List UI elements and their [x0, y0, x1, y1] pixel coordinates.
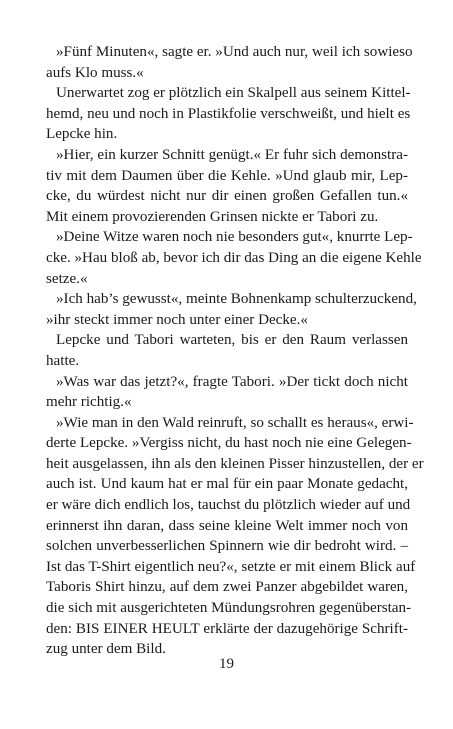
text-line: zug unter dem Bild.: [46, 641, 166, 658]
text-line: »Was war das jetzt?«, fragte Tabori. »Der tickt doch nicht: [56, 373, 408, 390]
text-line: Ist das T-Shirt eigentlich neu?«, setzte er mit einem Blick auf: [46, 558, 416, 575]
text-line: setze.«: [46, 270, 88, 287]
text-line: erinnerst ihn daran, dass seine kleine Welt immer noch von: [46, 517, 408, 534]
text-line: Unerwartet zog er plötzlich ein Skalpell aus seinem Kittel-: [56, 85, 411, 102]
text-line: cke, du würdest nicht nur dir einen großen Gefallen tun.«: [46, 188, 408, 205]
text-line: Mit einem provozierenden Grinsen nickte er Tabori zu.: [46, 208, 379, 225]
text-line: er wäre dich endlich los, tauchst du plötzlich wieder auf und: [46, 497, 411, 514]
text-line: »Hier, ein kurzer Schnitt genügt.« Er fuhr sich demonstra-: [56, 146, 408, 163]
text-line: tiv mit dem Daumen über die Kehle. »Und glaub mir, Lep-: [46, 167, 408, 184]
text-line: aufs Klo muss.«: [46, 64, 144, 81]
text-line: heit ausgelassen, ihn als den kleinen Pisser hinzustellen, der er: [46, 455, 424, 472]
text-line: »Wie man in den Wald reinruft, so schallt es heraus«, erwi-: [56, 414, 414, 431]
text-line: Lepcke hin.: [46, 126, 118, 143]
text-line: derte Lepcke. »Vergiss nicht, du hast noch nie eine Gelegen-: [46, 435, 412, 452]
text-line: »Ich hab’s gewusst«, meinte Bohnenkamp schulterzuckend,: [56, 291, 417, 308]
text-line: cke. »Hau bloß ab, bevor ich dir das Ding an die eigene Kehle: [46, 249, 422, 266]
text-line: den: BIS EINER HEULT erklärte der dazugehörige Schrift-: [46, 620, 408, 637]
text-line: »ihr steckt immer noch unter einer Decke.«: [46, 311, 308, 328]
text-line: »Fünf Minuten«, sagte er. »Und auch nur, weil ich sowieso: [56, 44, 413, 60]
text-line: solchen unverbesserlichen Spinnern wie dir bedroht wird. –: [46, 538, 408, 555]
text-line: Taboris Shirt hinzu, auf dem zwei Panzer abgebildet waren,: [46, 579, 408, 596]
text-line: hatte.: [46, 352, 80, 369]
text-line: Lepcke und Tabori warteten, bis er den Raum verlassen: [56, 332, 408, 349]
text-line: mehr richtig.«: [46, 394, 132, 411]
text-line: hemd, neu und noch in Plastikfolie verschweißt, und hielt es: [46, 105, 411, 122]
text-line: auch ist. Und kaum hat er mal für ein paar Monate gedacht,: [46, 476, 408, 493]
body-text: [46, 42, 424, 660]
text-line: »Deine Witze waren noch nie besonders gut«, knurrte Lep-: [56, 229, 413, 246]
text-line: die sich mit ausgerichteten Mündungsrohren gegenüberstan-: [46, 600, 412, 617]
page-number: 19: [219, 656, 234, 672]
